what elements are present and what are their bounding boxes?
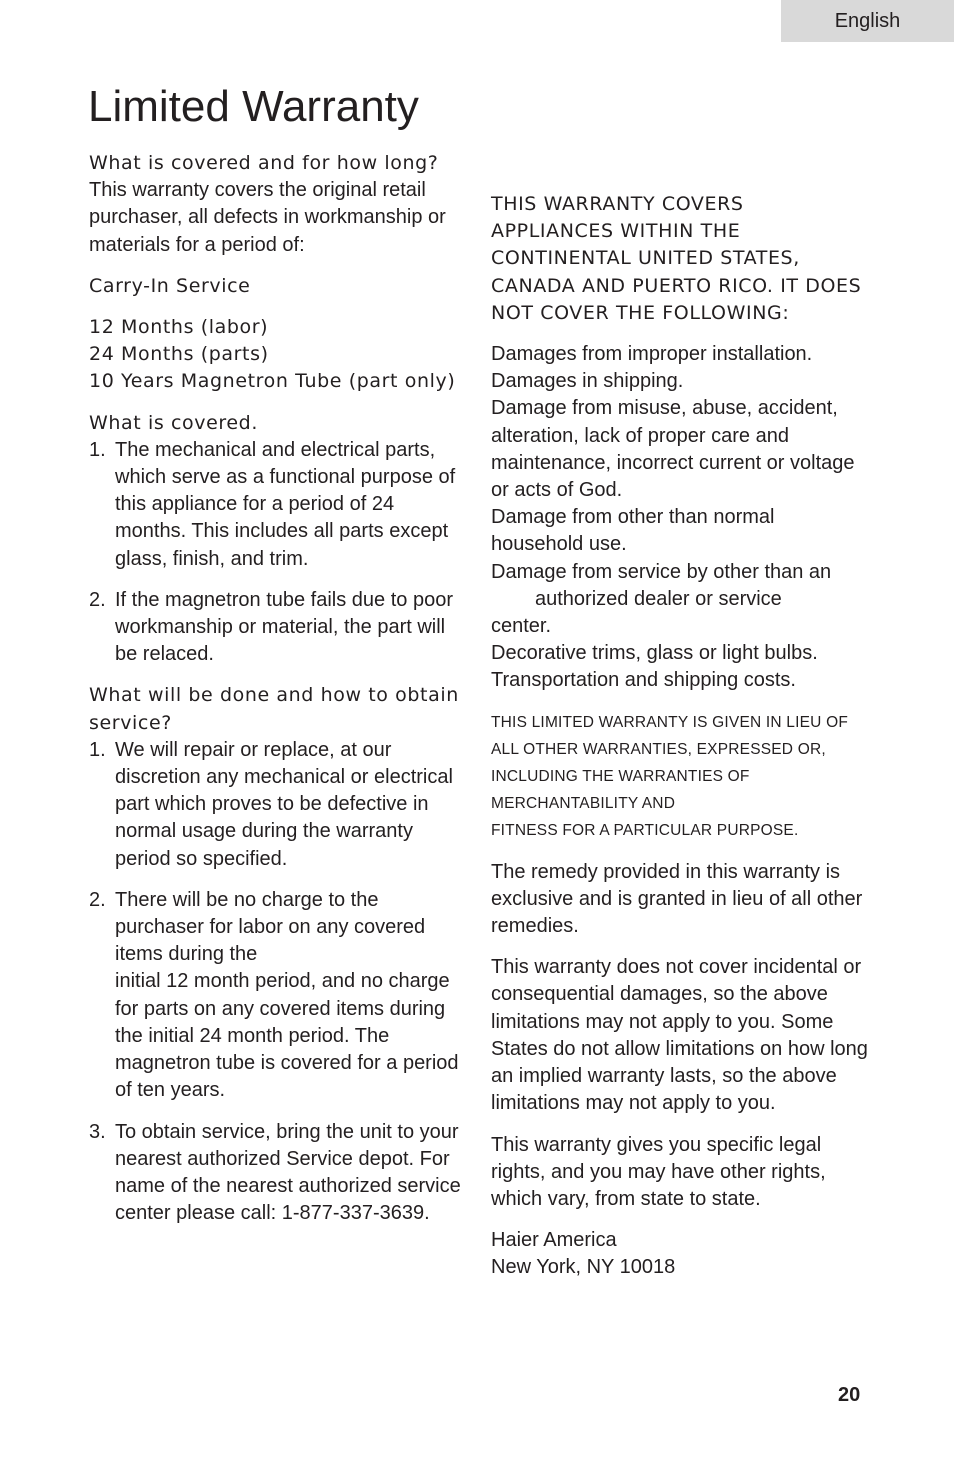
exclusion-item: Decorative trims, glass or light bulbs. [491, 642, 818, 665]
list-item [89, 587, 464, 669]
left-column [89, 150, 464, 1227]
item-number: 2. [89, 588, 106, 611]
exclusion-item: Damages from improper installation. [491, 343, 813, 366]
disclaimer [491, 709, 871, 845]
disclaimer-line: MERCHANTABILITY AND [491, 795, 676, 813]
exclusion-item-tail: center. [491, 615, 552, 638]
covered-heading: What is covered. [89, 411, 258, 434]
exclusion-item-indent: authorized dealer or service [535, 587, 782, 610]
period-parts: 24 Months (parts) [89, 343, 269, 366]
right-column [491, 191, 871, 1282]
rights-text: This warranty gives you specific legal rights, and you may have other rights, which vary, from state to state. [491, 1133, 826, 1210]
service-list [89, 737, 464, 1227]
coverage-text: This warranty covers the original retail purchaser, all defects in workmanship or materials for a period of: [89, 179, 446, 256]
exclusions-list [491, 341, 871, 695]
item-text: We will repair or replace, at our discretion any mechanical or electrical part which proves to be defective in normal usage during the warranty period so specified. [115, 738, 453, 870]
list-item [89, 737, 464, 873]
period-magnetron: 10 Years Magnetron Tube (part only) [89, 370, 456, 393]
item-number: 3. [89, 1120, 106, 1143]
item-number: 1. [89, 438, 106, 461]
remedy-text: The remedy provided in this warranty is exclusive and is granted in lieu of all other remedies. [491, 860, 863, 938]
item-text: If the magnetron tube fails due to poor workmanship or material, the part will be relaced. [115, 588, 453, 666]
disclaimer-line: ALL OTHER WARRANTIES, EXPRESSED OR, [491, 740, 826, 758]
list-item [89, 1119, 464, 1228]
exclusion-item: Damage from misuse, abuse, accident, alteration, lack of proper care and maintenance, incorrect current or voltage or acts of God. [491, 397, 855, 502]
item-text: The mechanical and electrical parts, which serve as a functional purpose of this appliance for a period of 24 months. This includes all parts except glass, finish, and trim. [115, 438, 456, 570]
item-text-continued: initial 12 month period, and no charge for parts on any covered items during the initial 24 month period. The magnetron tube is covered for a period of ten years. [115, 970, 459, 1102]
disclaimer-line: THIS LIMITED WARRANTY IS GIVEN IN LIEU OF [491, 713, 848, 731]
service-type: Carry-In Service [89, 274, 251, 297]
exclusion-item: Damage from other than normal household use. [491, 506, 775, 556]
service-heading: What will be done and how to obtain service? [89, 684, 459, 734]
exclusion-item: Transportation and shipping costs. [491, 669, 796, 692]
item-text: There will be no charge to the purchaser for labor on any covered items during the [115, 888, 426, 966]
exclusion-item: Damages in shipping. [491, 370, 684, 393]
item-number: 2. [89, 888, 106, 911]
exclusion-item: Damage from service by other than an [491, 560, 832, 583]
item-number: 1. [89, 738, 106, 761]
warranty-periods [89, 314, 464, 396]
exclusions-heading: THIS WARRANTY COVERS APPLIANCES WITHIN THE CONTINENTAL UNITED STATES, CANADA AND PUERTO RICO. IT DOES NOT COVER THE FOLLOWING: [491, 193, 862, 324]
list-item [89, 437, 464, 573]
list-item [89, 887, 464, 1105]
incidental-text: This warranty does not cover incidental or consequential damages, so the above limitations may not apply to you. Some States do not allow limitations on how long an implied warranty lasts, so the above limitations may not apply to you. [491, 956, 868, 1115]
page-title: Limited Warranty [88, 82, 419, 131]
disclaimer-line: INCLUDING THE WARRANTIES OF [491, 768, 750, 786]
company-location: New York, NY 10018 [491, 1256, 676, 1279]
disclaimer-line: FITNESS FOR A PARTICULAR PURPOSE. [491, 822, 799, 840]
page-number: 20 [838, 1384, 861, 1406]
company-address [491, 1227, 871, 1281]
language-label: English [834, 9, 901, 32]
period-labor: 12 Months (labor) [89, 316, 269, 339]
language-tab [781, 0, 954, 42]
covered-list [89, 437, 464, 669]
company-name: Haier America [491, 1229, 617, 1252]
item-text: To obtain service, bring the unit to your nearest authorized Service depot. For name of the nearest authorized service center please call: 1-877-337-3639. [115, 1120, 461, 1225]
coverage-heading: What is covered and for how long? [89, 152, 439, 174]
